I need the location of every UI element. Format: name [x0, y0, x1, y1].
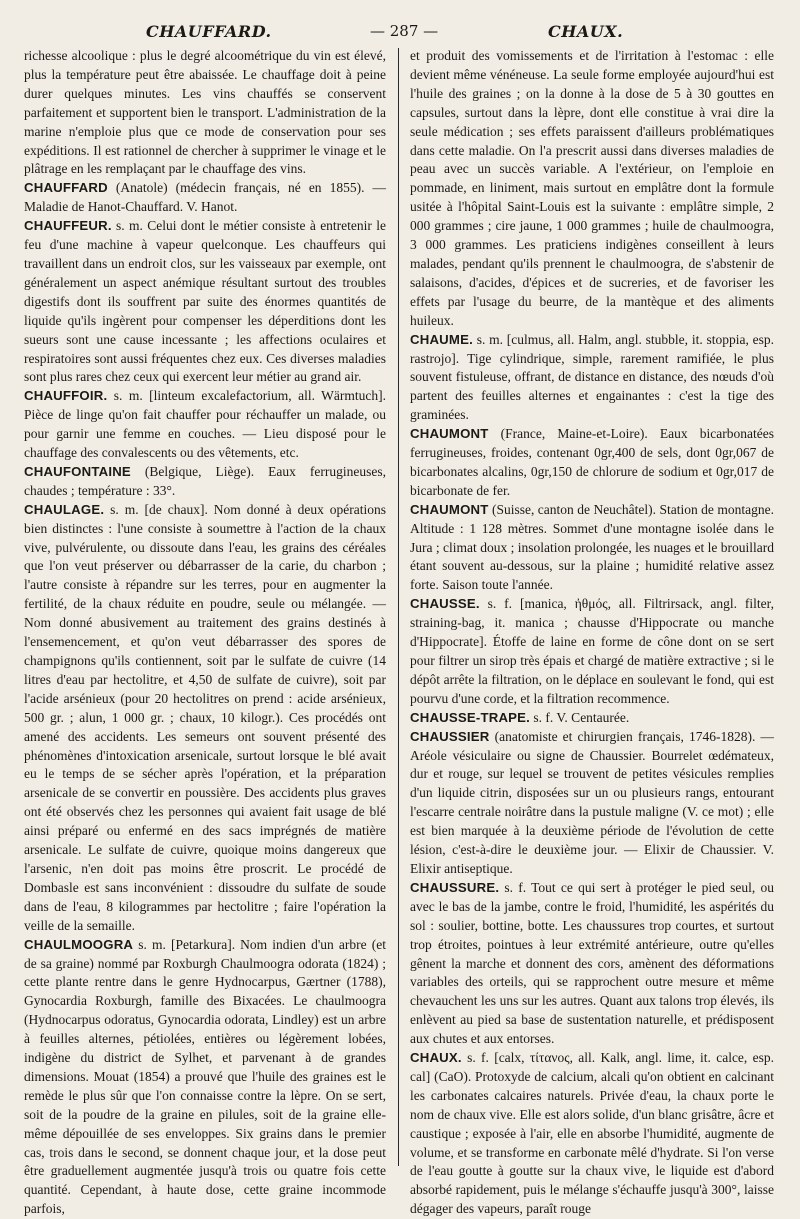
entry-text: s. f. V. Centaurée. [530, 709, 630, 725]
running-head [0, 20, 800, 46]
headword: CHAUFONTAINE [24, 463, 131, 479]
headword: CHAUME. [410, 331, 473, 347]
headword: CHAUSSE. [410, 596, 480, 612]
entry-text: et produit des vomissements et de l'irritation à l'estomac : elle devient même vénéneuse. La seule forme employée aujourd'hui est l'huile des graines ; on la donne à la dose de 5 à 30 gouttes en capsules, surtout dans la lèpre, dont elle constitue à vrai dire la seule médication ; ses effets paraissent d'ailleurs problématiques dans cette maladie. On l'a prescrit aussi dans diverses maladies de peau avec un succès variable. A l'extérieur, on l'emploie en pommade, en liniment, mais surtout en emplâtre dont la formule usitée à l'hôpital Saint-Louis est la suivante : emplâtre simple, 2 000 grammes ; cire jaune, 1 000 grammes ; huile de chaulmoogra, 3 000 grammes. Les praticiens indigènes conseillent à leurs malades, pendant qu'ils prennent le chaulmoogra, de s'abstenir de salaisons, d'acides, d'épices et de sucreries, et de favoriser les effets par l'usage du beurre, de la mantèque et des aliments huileux. [410, 48, 774, 328]
entry-text: s. m. [linteum excalefactorium, all. Wärmtuch]. Pièce de linge qu'on fait chauffer pour réchauffer un malade, ou pour garnir une femme en couches. — Lieu disposé pour le chauffage des convalescents ou des vêtements, etc. [24, 388, 386, 461]
running-head-right: CHAUX. [548, 22, 624, 41]
entry-text: s. m. [culmus, all. Halm, angl. stubble, it. stoppia, esp. rastrojo]. Tige cylindrique, simple, rarement ramifiée, le plus souvent fistuleuse, offrant, de distance en distance, des nœuds d'où partent des feuilles alternes et engainantes : c'est la tige des graminées. [410, 331, 774, 423]
entry-chaulmoogra [24, 936, 386, 1219]
page-number: — 287 — [370, 22, 439, 40]
entry-text: richesse alcoolique : plus le degré alcoométrique du vin est élevé, plus la température peut être abaissée. Le chauffage doit à peine durer quelques minutes. Les vins chauffés se conservent parfaitement et supportent bien le transport. L'administration de la marine n'emploie plus que ce mode de conservation pour ses expéditions. Il est rationnel de chercher à supprimer le vinage et le plâtrage en les remplaçant par le chauffage des vins. [24, 48, 386, 177]
entry-text: s. f. [manica, ἠθμός, all. Filtrirsack, angl. filter, straining-bag, it. manica ; chausse d'Hippocrate ou manche d'Hippocrate]. Étoffe de laine en forme de cône dont on se sert pour filtrer un sirop très épais et chargé de matière extractive ; si le dépôt arrête la filtration, on le déplace en soulevant le fond, qui est pourvu d'une corde, et la filtration recommence. [410, 596, 774, 706]
entry-continuation [410, 47, 774, 331]
entry-text: (France, Maine-et-Loire). Eaux bicarbonatées ferrugineuses, froides, contenant 0gr,400 de sels, dont 0gr,067 de bicarbonates alcalins, 0gr,150 de chlorure de sodium et 0gr,017 de bicarbonate de fer. [410, 426, 774, 498]
entry-text: s. f. [calx, τίτανος, all. Kalk, angl. lime, it. calce, esp. cal] (CaO). Protoxyde de calcium, alcali qu'on obtient en calcinant les carbonates calcaires naturels. Privée d'eau, la chaux porte le nom de chaux vive. Elle est alors solide, d'un blanc grisâtre, âcre et caustique ; exposée à l'air, elle en absorbe l'humidité, augmente de volume, et se transforme en carbonate mêlé d'hydrate. Si l'on verse de l'eau goutte à goutte sur la chaux vive, le liquide est d'abord absorbé rapidement, puis le mélange s'échauffe jusqu'à 300°, laisse dégager des vapeurs, paraît rouge [410, 1050, 774, 1217]
headword: CHAULMOOGRA [24, 936, 134, 952]
entry-chauffard [24, 179, 386, 217]
entry-text: s. f. Tout ce qui sert à protéger le pied seul, ou avec le bas de la jambe, contre le froid, l'humidité, les aspérités du sol : soulier, bottine, botte. Les chaussures trop courtes, et surtout trop étroites, pointues à leur extrémité antérieure, outre qu'elles gênent la marche et donnent des cors, amènent des déformations variables des orteils, qui se rapprochent outre mesure et même chevauchent les uns sur les autres. Quant aux talons trop élevés, ils enlèvent au pied sa base de sustentation naturelle, et prédisposent aux chutes et aux entorses. [410, 879, 774, 1047]
right-column [410, 47, 774, 1217]
column-divider [398, 48, 399, 1166]
entry-chaulage [24, 501, 386, 936]
entry-chaussier [410, 728, 774, 879]
entry-text: (anatomiste et chirurgien français, 1746-1828). — Aréole vésiculaire ou signe de Chaussier. Bourrelet œdémateux, dur et rouge, sur lequel se trouvent de petites vésicules remplies d'un liquide citrin, disposées sur un ou plusieurs rangs, entourant l'escarre centrale noirâtre dans la pustule maligne (V. ce mot) ; elle est bien marquée à la deuxième période de l'évolution de cette lésion, c'est-à-dire le deuxième jour. — Elixir de Chaussier. V. Elixir antiseptique. [410, 728, 774, 876]
headword: CHAUSSIER [410, 728, 490, 744]
entry-continuation [24, 47, 386, 179]
entry-text: (Anatole) (médecin français, né en 1855). — Maladie de Hanot-Chauffard. V. Hanot. [24, 180, 386, 215]
entry-chauffoir [24, 387, 386, 463]
entry-chausse-trape [410, 709, 774, 728]
entry-text: s. m. [de chaux]. Nom donné à deux opérations bien distinctes : l'une consiste à soumettre à l'action de la chaux vive, pulvérulente, ou dissoute dans l'eau, les grains des céréales que l'on veut préserver ou débarrasser de la carie, du charbon ; l'autre consiste à répandre sur les terres, pour en augmenter la fertilité, de la chaux réduite en poudre, seule ou mélangée. — Nom donné abusivement au traitement des grains destinés à l'ensemencement, et qu'on veut débarrasser des spores de champignons qu'ils contiennent, soit par le sulfate de cuivre (14 litres d'eau par hectolitre, et 4,50 de sulfate de cuivre), soit par l'acide arsénieux (pour 20 hectolitres on prend : acide arsénieux, 500 gr. ; alun, 1 000 gr. ; chaux, 10 kilogr.). Ces procédés ont amené des accidents. Les semeurs ont souvent présenté des phénomènes d'intoxication arsenicale, surtout lorsque le blé avait eu le temps de se sécher après l'opération, et la préparation arsenicale de se convertir en poussière. Des accidents plus graves ont été observés chez les personnes qui avaient fait usage de blé ainsi préparé ou enfermé en des sacs imprégnés de matière arsenicale. Le sulfate de cuivre, quoique moins dangereux que l'arsenic, n'en doit pas moins être proscrit. Le procédé de Dombasle est sans inconvénient : dissoudre du sulfate de soude dans de l'eau, 8 kilogrammes par hectolitre ; faire l'opération la veille de la semaille. [24, 501, 386, 933]
left-column [24, 47, 386, 1217]
entry-text: (Belgique, Liège). Eaux ferrugineuses, chaudes ; température : 33°. [24, 463, 386, 498]
headword: CHAUMONT [410, 501, 489, 517]
entry-chaume [410, 331, 774, 426]
entry-text: s. m. Celui dont le métier consiste à entretenir le feu d'une machine à vapeur quelconque. Les chauffeurs qui travaillent dans un endroit clos, sur les vaisseaux par exemple, ont généralement un aspect anémique résultant surtout des troubles digestifs dont ils souffrent par suite des énormes quantités de liquide qu'ils ingèrent pour compenser les déperditions dont les sueurs sont une cause incessante ; les affections oculaires et respiratoires sont aussi fréquentes chez eux. Ces diverses maladies sont plus rares chez ceux qui exercent leur métier au grand air. [24, 218, 386, 385]
headword: CHAUFFARD [24, 180, 108, 196]
entry-chaux [410, 1049, 774, 1219]
entry-chauffeur [24, 217, 386, 387]
headword: CHAUMONT [410, 426, 489, 442]
entry-chaufontaine [24, 463, 386, 501]
entry-chausse [410, 595, 774, 708]
entry-text: (Suisse, canton de Neuchâtel). Station de montagne. Altitude : 1 128 mètres. Sommet d'une montagne isolée dans le Jura ; climat doux ; insolation prolongée, les nuages et le brouillard étant souvent au-dessous, sur la plaine ; humidité relative assez forte. Saison toute l'année. [410, 501, 774, 593]
entry-chaumont-france [410, 425, 774, 501]
running-head-left: CHAUFFARD. [146, 22, 272, 41]
headword: CHAULAGE. [24, 501, 105, 517]
headword: CHAUFFOIR. [24, 388, 108, 404]
entry-text: s. m. [Petarkura]. Nom indien d'un arbre (et de sa graine) nommé par Roxburgh Chaulmoogra odorata (1824) ; cette plante rentre dans le genre Hydnocarpus, Gærtner (1788), Gynocardia Roxburgh, famille des Bixacées. Le chaulmoogra (Hydnocarpus odoratus, Gynocardia odorata, Lindley) est un arbre à feuilles alternes, pétiolées, entières ou légèrement lobées, indigène du district de Sylhet, et parvenant à de grandes dimensions. Mouat (1854) a prouvé que l'huile des graines est le remède le plus sûr que l'on connaisse contre la lèpre. On se sert, soit de la poudre de la graine en pilules, soit de la graine elle-même dépouillée de ses enveloppes. Six grains dans le premier cas, trois dans le second, se donnent chaque jour, et la dose peut être graduellement augmentée jusqu'à trois ou quatre fois cette quantité. Cependant, à haute dose, cette graine incommode parfois, [24, 936, 386, 1217]
headword: CHAUSSE-TRAPE. [410, 709, 531, 725]
entry-chaumont-suisse [410, 501, 774, 596]
headword: CHAUSSURE. [410, 879, 500, 895]
entry-chaussure [410, 879, 774, 1049]
headword: CHAUX. [410, 1050, 462, 1066]
headword: CHAUFFEUR. [24, 218, 112, 234]
